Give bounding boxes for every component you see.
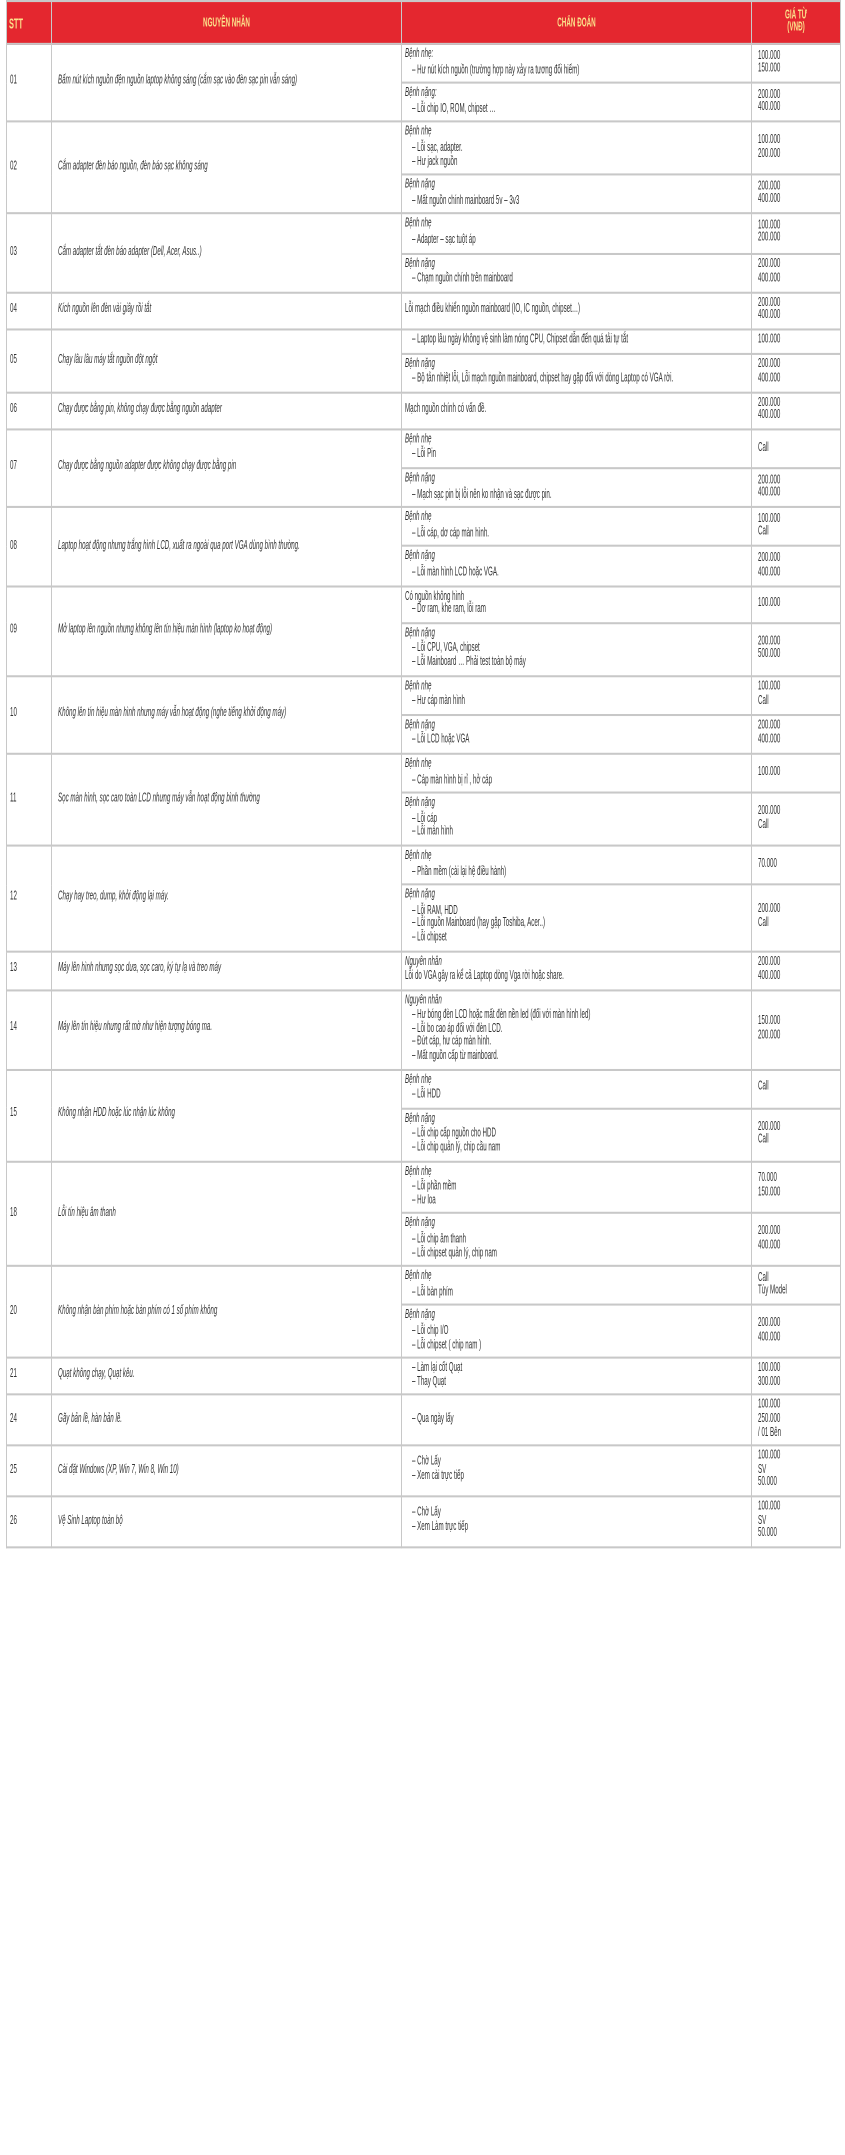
price-value: 100.000 — [758, 1448, 781, 1463]
row-stt: 18 — [7, 1161, 52, 1266]
price-value: 70.000 — [758, 1171, 777, 1187]
diagnosis-line: – Lỗi phần mềm — [412, 1179, 457, 1194]
row-diagnosis — [402, 1496, 752, 1547]
diagnosis-line: – Lỗi chip IO, ROM, chipset … — [412, 101, 496, 116]
row-diagnosis — [402, 468, 752, 507]
diagnosis-line: – Mất nguồn chính mainboard 5v – 3v3 — [412, 193, 520, 208]
diagnosis-category: Bệnh nhẹ — [405, 1164, 432, 1179]
diagnosis-category: Nguyên nhân — [405, 992, 442, 1008]
row-diagnosis — [402, 253, 752, 292]
price-value: 400.000 — [758, 732, 781, 747]
row-price — [752, 392, 841, 429]
row-cause: Máy lên hình nhưng sọc dưa, sọc caro, ký tự lạ và treo máy — [52, 951, 402, 990]
price-value: 200.000 — [758, 87, 781, 102]
diagnosis-category: Bệnh nhẹ — [405, 848, 432, 863]
row-diagnosis — [402, 715, 752, 754]
row-cause: Vệ Sinh Laptop toàn bộ — [52, 1496, 402, 1547]
row-stt: 26 — [7, 1496, 52, 1547]
diagnosis-line: – Lỗi chipset — [412, 930, 447, 945]
row-price — [752, 429, 841, 468]
row-diagnosis — [402, 292, 752, 329]
row-diagnosis — [402, 1266, 752, 1305]
row-cause: Cắm adapter đèn báo nguồn, đèn báo sạc không sáng — [52, 122, 402, 214]
diagnosis-line: – Lỗi chip âm thanh — [412, 1232, 467, 1247]
row-cause: Máy lên tín hiệu nhưng rất mờ như hiện tượng bóng ma. — [52, 990, 402, 1069]
header-stt: STT — [7, 1, 52, 44]
price-value: 200.000 — [758, 146, 781, 161]
diagnosis-category: Bệnh nhẹ — [405, 432, 432, 447]
row-diagnosis — [402, 44, 752, 83]
diagnosis-line: – Đứt cáp, hư cáp màn hình. — [412, 1035, 492, 1050]
price-value: 200.000 — [758, 1119, 781, 1134]
header-price-line2: (VNĐ) — [787, 20, 805, 35]
row-diagnosis — [402, 175, 752, 214]
repair-price-table — [6, 0, 841, 1548]
row-price — [752, 353, 841, 392]
price-value: 200.000 — [758, 902, 781, 917]
table-row — [7, 392, 841, 429]
price-value: 200.000 — [758, 803, 781, 818]
row-diagnosis — [402, 885, 752, 951]
table-row — [7, 44, 841, 83]
diagnosis-line: – Dơ ram, khe ram, lỗi ram — [412, 602, 486, 617]
price-value: 150.000 — [758, 61, 781, 76]
diagnosis-line: – Qua ngày lấy — [412, 1411, 454, 1426]
diagnosis-line: – Lỗi chip quản lý, chip cầu nam — [412, 1140, 501, 1155]
price-value: 500.000 — [758, 647, 781, 662]
table-row — [7, 292, 841, 329]
row-price — [752, 1305, 841, 1358]
diagnosis-line: – Hư nút kích nguồn (trường hợp này xảy ra tương đối hiếm) — [412, 62, 580, 77]
diagnosis-line: – Cáp màn hình bị rỉ , hở cáp — [412, 772, 493, 787]
diagnosis-category: Bệnh nhẹ — [405, 125, 432, 140]
price-value: 150.000 — [758, 1014, 781, 1029]
diagnosis-line: – Lỗi Pin — [412, 447, 437, 462]
row-cause: Gãy bản lề, hàn bản lề. — [52, 1395, 402, 1446]
row-stt: 12 — [7, 845, 52, 950]
price-value: 400.000 — [758, 564, 781, 579]
price-value: 400.000 — [758, 308, 781, 323]
row-price — [752, 253, 841, 292]
row-stt: 21 — [7, 1358, 52, 1395]
row-stt: 01 — [7, 44, 52, 122]
price-value: Call — [758, 1270, 769, 1285]
row-stt: 15 — [7, 1069, 52, 1161]
row-price — [752, 122, 841, 175]
diagnosis-line: – Mất nguồn cấp từ mainboard. — [412, 1048, 499, 1063]
row-diagnosis — [402, 353, 752, 392]
header-diagnosis: CHẨN ĐOÁN — [402, 1, 752, 44]
price-value: 400.000 — [758, 408, 781, 423]
row-price — [752, 1358, 841, 1395]
row-price — [752, 214, 841, 253]
diagnosis-line: – Xem cài trực tiếp — [412, 1468, 464, 1484]
row-price — [752, 754, 841, 793]
price-value: SV — [758, 1512, 767, 1527]
diagnosis-line: – Lỗi màn hình — [412, 824, 453, 840]
diagnosis-line: – Lỗi RAM, HDD — [412, 903, 458, 918]
table-row — [7, 1446, 841, 1497]
price-value: SV — [758, 1462, 767, 1477]
row-price — [752, 468, 841, 507]
row-diagnosis — [402, 1446, 752, 1497]
row-price — [752, 715, 841, 754]
price-value: Call — [758, 1080, 769, 1095]
price-value: 100.000 — [758, 132, 781, 148]
diagnosis-category: Bệnh nhẹ: — [405, 46, 434, 62]
diagnosis-line: – Lỗi sạc, adapter. — [412, 140, 463, 155]
row-price — [752, 586, 841, 623]
row-stt: 08 — [7, 507, 52, 585]
price-value: 200.000 — [758, 1224, 781, 1239]
row-price — [752, 1108, 841, 1161]
row-price — [752, 175, 841, 214]
diagnosis-line: – Chờ Lấy — [412, 1505, 441, 1521]
table-row — [7, 990, 841, 1069]
row-diagnosis — [402, 1161, 752, 1214]
table-row — [7, 329, 841, 353]
price-value: 100.000 — [758, 47, 781, 63]
row-stt: 11 — [7, 754, 52, 846]
row-cause: Lỗi tín hiệu âm thanh — [52, 1161, 402, 1266]
row-cause: Chạy được bằng pin, không chạy được bằng nguồn adapter — [52, 392, 402, 429]
row-stt: 06 — [7, 392, 52, 429]
price-value: 200.000 — [758, 357, 781, 372]
price-value: 250.000 — [758, 1411, 781, 1426]
price-value: Call — [758, 692, 769, 708]
row-diagnosis — [402, 845, 752, 884]
price-value: 100.000 — [758, 595, 781, 610]
row-diagnosis — [402, 507, 752, 546]
price-value: 400.000 — [758, 370, 781, 385]
row-cause: Mở laptop lên nguồn nhưng không lên tín hiệu màn hình (laptop ko hoạt động) — [52, 586, 402, 676]
row-price — [752, 1161, 841, 1214]
diagnosis-line: – Hư jack nguồn — [412, 154, 458, 169]
price-value: Call — [758, 817, 769, 832]
row-stt: 13 — [7, 951, 52, 990]
row-diagnosis — [402, 392, 752, 429]
row-diagnosis — [402, 586, 752, 623]
row-diagnosis — [402, 214, 752, 253]
table-row — [7, 1358, 841, 1395]
diagnosis-line: – Lỗi bàn phím — [412, 1284, 453, 1300]
row-price — [752, 951, 841, 990]
row-stt: 05 — [7, 329, 52, 392]
row-diagnosis — [402, 122, 752, 175]
row-diagnosis — [402, 1395, 752, 1446]
diagnosis-line: – Lỗi chipset quản lý, chip nam — [412, 1245, 497, 1260]
row-diagnosis — [402, 793, 752, 846]
diagnosis-line: – Lỗi cáp, dơ cáp màn hình. — [412, 526, 489, 541]
price-value: 400.000 — [758, 192, 781, 207]
diagnosis-category: Bệnh nặng — [405, 549, 435, 564]
price-value: 300.000 — [758, 1374, 781, 1389]
row-stt: 02 — [7, 122, 52, 214]
row-cause: Quạt không chạy, Quạt kêu. — [52, 1358, 402, 1395]
price-value: 100.000 — [758, 511, 781, 526]
table-row — [7, 754, 841, 793]
price-value: 100.000 — [758, 764, 781, 779]
row-diagnosis — [402, 329, 752, 353]
diagnosis-category: Bệnh nặng — [405, 1111, 435, 1126]
diagnosis-line: – Làm lại cốt Quạt — [412, 1360, 463, 1376]
row-cause: Cắm adapter tắt đèn báo adapter (Dell, Acer, Asus..) — [52, 214, 402, 292]
price-value: Call — [758, 524, 769, 540]
row-cause: Chạy được bằng nguồn adapter được không chạy được bằng pin — [52, 429, 402, 507]
table-row — [7, 1266, 841, 1305]
diagnosis-line: Lỗi do VGA gây ra kể cả Laptop dòng Vga rời hoặc share. — [405, 969, 564, 984]
price-value: 400.000 — [758, 100, 781, 115]
diagnosis-category: Bệnh nặng — [405, 177, 435, 193]
diagnosis-category: Bệnh nhẹ — [405, 510, 432, 525]
table-row — [7, 1395, 841, 1446]
price-value: 100.000 — [758, 679, 781, 694]
row-price — [752, 329, 841, 353]
price-value: 100.000 — [758, 1499, 781, 1514]
price-value: 200.000 — [758, 231, 781, 246]
row-stt: 14 — [7, 990, 52, 1069]
table-row — [7, 675, 841, 714]
diagnosis-line: – Chạm nguồn chính trên mainboard — [412, 271, 513, 286]
diagnosis-category: Bệnh nhẹ — [405, 216, 432, 232]
row-price — [752, 845, 841, 884]
diagnosis-category: Bệnh nặng — [405, 795, 435, 811]
row-diagnosis — [402, 547, 752, 586]
price-value: 100.000 — [758, 332, 781, 347]
table-row — [7, 951, 841, 990]
row-price — [752, 623, 841, 676]
table-row — [7, 845, 841, 884]
row-price — [752, 793, 841, 846]
diagnosis-line: – Lỗi CPU, VGA, chipset — [412, 641, 480, 656]
row-diagnosis — [402, 1305, 752, 1358]
diagnosis-line: – Lỗi LCD hoặc VGA — [412, 733, 470, 748]
diagnosis-category: Bệnh nhẹ — [405, 756, 432, 772]
row-stt: 09 — [7, 586, 52, 676]
row-stt: 24 — [7, 1395, 52, 1446]
price-value: 200.000 — [758, 718, 781, 733]
row-diagnosis — [402, 1214, 752, 1267]
price-value: 200.000 — [758, 295, 781, 310]
price-value: 200.000 — [758, 257, 781, 272]
diagnosis-line: – Hư loa — [412, 1193, 436, 1208]
row-cause: Không lên tín hiệu màn hình nhưng máy vẫn hoạt động (nghe tiếng khởi động máy) — [52, 675, 402, 753]
price-value: 150.000 — [758, 1185, 781, 1200]
diagnosis-line: – Lỗi nguồn Mainboard (hay gặp Toshiba, Acer..) — [412, 916, 546, 931]
diagnosis-category: Bệnh nặng: — [405, 86, 437, 101]
price-value: 100.000 — [758, 217, 781, 233]
row-stt: 25 — [7, 1446, 52, 1497]
diagnosis-line: Mạch nguồn chính có vấn đề. — [405, 401, 487, 417]
row-price — [752, 990, 841, 1069]
row-diagnosis — [402, 1108, 752, 1161]
price-value: 100.000 — [758, 1360, 781, 1376]
diagnosis-line: – Thay Quạt — [412, 1374, 446, 1389]
price-value: 100.000 — [758, 1398, 781, 1413]
price-value: 400.000 — [758, 1237, 781, 1253]
row-cause: Cài đặt Windows (XP, Win 7, Win 8, Win 10) — [52, 1446, 402, 1497]
diagnosis-line: – Lỗi cáp — [412, 811, 438, 826]
price-value: Call — [758, 439, 769, 455]
price-value: 200.000 — [758, 1027, 781, 1042]
diagnosis-line: – Lỗi chipset ( chip nam ) — [412, 1337, 482, 1352]
row-stt: 10 — [7, 675, 52, 753]
diagnosis-line: – Lỗi bo cao áp đối với đèn LCD. — [412, 1021, 503, 1037]
diagnosis-line: Lỗi mạch điều khiển nguồn mainboard (IO, IC nguồn, chipset…) — [405, 301, 581, 317]
table-header-row — [7, 1, 841, 44]
row-price — [752, 547, 841, 586]
table-row — [7, 1496, 841, 1547]
row-price — [752, 1069, 841, 1108]
diagnosis-line: – Hư bóng đèn LCD hoặc mất đèn nền led (đối với màn hình led) — [412, 1008, 591, 1023]
diagnosis-line: Có nguồn không hình — [405, 588, 465, 604]
row-cause: Bấm nút kích nguồn đện nguồn laptop không sáng (cắm sạc vào đèn sạc pin vẫn sáng) — [52, 44, 402, 122]
diagnosis-line: – Adapter – sạc tuột áp — [412, 232, 476, 247]
row-price — [752, 292, 841, 329]
diagnosis-category: Nguyên nhân — [405, 953, 442, 968]
price-value: 400.000 — [758, 270, 781, 285]
row-diagnosis — [402, 754, 752, 793]
diagnosis-line: – Phần mềm (cài lại hệ điều hành) — [412, 864, 507, 879]
row-price — [752, 44, 841, 83]
diagnosis-category: Bệnh nặng — [405, 1216, 435, 1231]
diagnosis-category: Bệnh nặng — [405, 717, 435, 732]
table-row — [7, 1161, 841, 1214]
price-value: 200.000 — [758, 178, 781, 194]
row-stt: 07 — [7, 429, 52, 507]
diagnosis-category: Bệnh nhẹ — [405, 1269, 432, 1284]
table-row — [7, 214, 841, 253]
table-row — [7, 586, 841, 623]
price-value: 200.000 — [758, 472, 781, 487]
row-stt: 04 — [7, 292, 52, 329]
diagnosis-line: – Bộ tản nhiệt lỗi, Lỗi mạch nguồn mainboard, chipset hay gặp đối với dòng Laptop có VGA rời. — [412, 371, 674, 386]
diagnosis-category: Bệnh nhẹ — [405, 678, 432, 693]
row-diagnosis — [402, 675, 752, 714]
price-value: 200.000 — [758, 550, 781, 565]
row-stt: 03 — [7, 214, 52, 292]
table-row — [7, 507, 841, 546]
diagnosis-line: – Laptop lâu ngày không vệ sinh làm nóng CPU, Chipset dẫn đến quá tải tự tắt — [412, 332, 629, 347]
diagnosis-category: Bệnh nặng — [405, 355, 435, 371]
table-body — [7, 44, 841, 1547]
row-stt: 20 — [7, 1266, 52, 1358]
diagnosis-line: – Lỗi chip I/O — [412, 1323, 449, 1339]
header-price-line1: GIÁ TỪ — [784, 7, 807, 22]
row-diagnosis — [402, 83, 752, 122]
header-price — [752, 1, 841, 44]
diagnosis-line: – Hư cáp màn hình — [412, 693, 465, 709]
row-price — [752, 675, 841, 714]
diagnosis-line: – Mạch sạc pin bị lỗi nên ko nhận và sạc được pin. — [412, 486, 552, 502]
row-diagnosis — [402, 951, 752, 990]
diagnosis-category: Bệnh nặng — [405, 1308, 435, 1323]
price-value: 200.000 — [758, 395, 781, 410]
row-price — [752, 1266, 841, 1305]
diagnosis-category: Bệnh nặng — [405, 625, 435, 641]
diagnosis-line: – Lỗi chip cấp nguồn cho HDD — [412, 1126, 496, 1142]
diagnosis-category: Bệnh nặng — [405, 471, 435, 486]
price-value: 400.000 — [758, 485, 781, 501]
price-value: Tùy Model — [758, 1283, 787, 1299]
price-value: 50.000 — [758, 1526, 777, 1541]
row-price — [752, 885, 841, 951]
row-cause: Không nhận HDD hoặc lúc nhận lúc không — [52, 1069, 402, 1161]
price-value: Call — [758, 915, 769, 930]
row-diagnosis — [402, 990, 752, 1069]
price-value: / 01 Bên — [758, 1425, 782, 1440]
row-cause: Không nhận bàn phím hoặc bàn phím có 1 số phím không — [52, 1266, 402, 1358]
diagnosis-category: Bệnh nhẹ — [405, 1072, 432, 1087]
diagnosis-line: – Lỗi Mainboard … Phải test toàn bộ máy — [412, 654, 526, 670]
diagnosis-category: Bệnh nặng — [405, 256, 435, 271]
row-cause: Chạy lâu lâu máy tắt nguồn đột ngột — [52, 329, 402, 392]
diagnosis-line: – Lỗi HDD — [412, 1087, 441, 1103]
row-price — [752, 1395, 841, 1446]
row-cause: Kích nguồn lên đèn vài giây rồi tắt — [52, 292, 402, 329]
price-value: Call — [758, 1132, 769, 1147]
row-cause: Sọc màn hình, sọc caro toàn LCD nhưng máy vẫn hoạt động bình thường — [52, 754, 402, 846]
row-price — [752, 1496, 841, 1547]
row-cause: Chạy hay treo, dump, khởi động lại máy. — [52, 845, 402, 950]
row-diagnosis — [402, 623, 752, 676]
row-diagnosis — [402, 429, 752, 468]
diagnosis-line: – Lỗi màn hình LCD hoặc VGA. — [412, 565, 499, 580]
price-value: 70.000 — [758, 856, 777, 871]
row-price — [752, 507, 841, 546]
diagnosis-category: Bệnh nặng — [405, 887, 435, 902]
price-value: 200.000 — [758, 954, 781, 969]
diagnosis-line: – Chờ Lấy — [412, 1455, 441, 1470]
row-diagnosis — [402, 1069, 752, 1108]
table-row — [7, 429, 841, 468]
row-price — [752, 83, 841, 122]
price-value: 400.000 — [758, 1329, 781, 1344]
price-value: 400.000 — [758, 968, 781, 983]
price-value: 50.000 — [758, 1475, 777, 1490]
row-diagnosis — [402, 1358, 752, 1395]
table-row — [7, 1069, 841, 1108]
header-cause: NGUYÊN NHÂN — [52, 1, 402, 44]
row-price — [752, 1214, 841, 1267]
row-price — [752, 1446, 841, 1497]
row-cause: Laptop hoạt động nhưng trắng hình LCD, xuất ra ngoài qua port VGA dùng bình thường. — [52, 507, 402, 585]
table-row — [7, 122, 841, 175]
price-value: 200.000 — [758, 1316, 781, 1331]
diagnosis-line: – Xem Làm trực tiếp — [412, 1519, 469, 1534]
price-value: 200.000 — [758, 633, 781, 648]
